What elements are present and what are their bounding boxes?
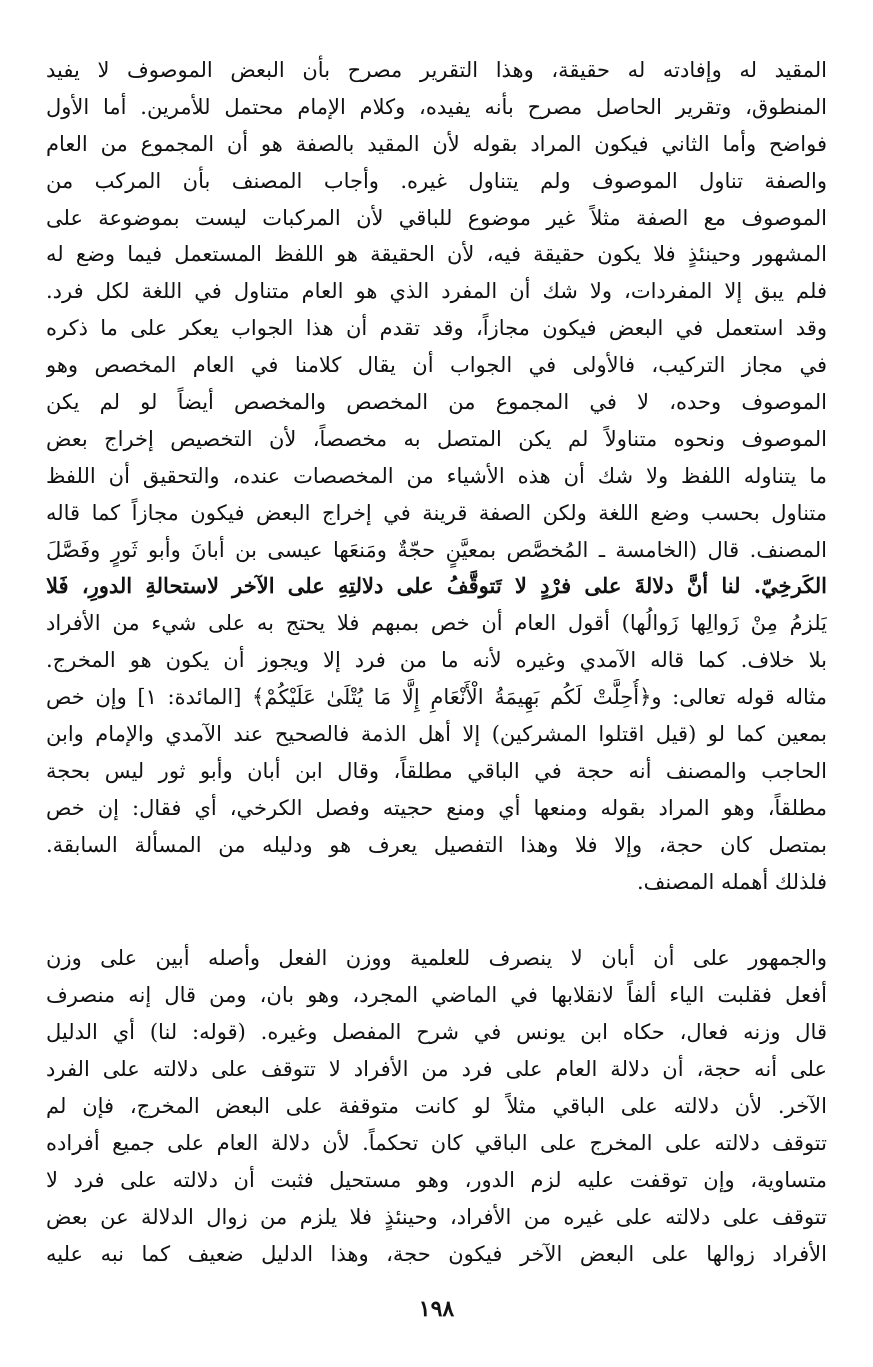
text-line: الحاجب والمصنف أنه حجة في الباقي مطلقاً، وقال ابن أبان وأبو ثور ليس بحجة — [46, 758, 827, 783]
text-line: والصفة تناول الموصوف ولم يتناول غيره. وأجاب المصنف بأن المركب من — [46, 168, 827, 193]
text-line: على أنه حجة، أن دلالة العام على فرد من الأفراد لا تتوقف على دلالته على الفرد — [46, 1057, 827, 1082]
text-line: والجمهور على أن أبان لا ينصرف للعلمية ووزن الفعل وأصله أبين على وزن — [46, 946, 827, 971]
text-line: قال وزنه فعال، حكاه ابن يونس في شرح المفصل وغيره. (قوله: لنا) أي الدليل — [46, 1020, 827, 1045]
text-line: وقد استعمل في البعض فيكون مجازاً، وقد تقدم أن هذا الجواب يعكر على ما ذكره — [46, 316, 827, 341]
text-line: بمعين كما لو (قيل اقتلوا المشركين) إلا أهل الذمة فالصحيح عند الآمدي والإمام وابن — [46, 722, 827, 747]
paragraph-gap — [46, 900, 827, 940]
text-line: الموصوف مع الصفة مثلاً غير موضوع للباقي لأن المركبات ليست بموضوعة على — [46, 205, 827, 230]
text-line: المنطوق، وتقرير الحاصل مصرح بأنه يفيده، وكلام الإمام محتمل للأمرين. أما الأول — [46, 94, 827, 119]
text-line: فلم يبق إلا المفردات، ولا شك أن المفرد الذي هو العام متناول في اللغة لكل فرد. — [46, 279, 827, 304]
page-number: ١٩٨ — [418, 1296, 455, 1322]
text-line: مثاله قوله تعالى: و﴿أُحِلَّتْ لَكُم بَهِيمَةُ الْأَنْعَامِ إِلَّا مَا يُتْلَىٰ عَلَيْكُمْ﴾ [المائدة: ١] وإن خص — [46, 685, 827, 710]
text-line: يَلزمُ مِنْ زَوالِها زَوالُها) أقول العام أن خص بمبهم فلا يحتج به على شيء من الأفراد — [46, 611, 827, 636]
text-line: الموصوف وحده، لا في المجموع من المخصص والمخصص أيضاً لو لم يكن — [46, 390, 827, 415]
text-line: مطلقاً، وهو المراد بقوله ومنعها أي ومنع حجيته وفصل الكرخي، أي فقال: إن خص — [46, 795, 827, 820]
text-line: فلذلك أهمله المصنف. — [636, 869, 827, 894]
paragraph-commentary — [46, 940, 827, 1272]
text-line: المشهور وحينئذٍ فلا يكون حقيقة فيه، لأن الحقيقة هو اللفظ المستعمل فيما وضع له — [46, 242, 827, 267]
text-line: المقيد له وإفادته له حقيقة، وهذا التقرير مصرح بأن البعض الموصوف لا يفيد — [46, 58, 827, 82]
text-line: متساوية، وإن توقفت عليه لزم الدور، وهو مستحيل فثبت أن دلالته على فرد لا — [46, 1167, 827, 1192]
text-line: أفعل فقلبت الياء ألفاً لانقلابها في الماضي المجرد، وهو بان، ومن قال إنه منصرف — [46, 983, 827, 1008]
text-line: المصنف. قال (الخامسة ـ المُخصَّص بمعيَّنٍ حجّةٌ ومَنعَها عيسى بن أبانَ وأبو ثَورٍ وفَصَّلَ — [46, 537, 827, 562]
text-line: تتوقف دلالته على المخرج على الباقي كان تحكماً. لأن دلالة العام على جميع أفراده — [46, 1130, 827, 1155]
paragraph-main — [46, 52, 827, 900]
text-line: تتوقف على دلالته على غيره من الأفراد، وحينئذٍ فلا يلزم من زوال الدلالة عن بعض — [46, 1204, 827, 1229]
text-line: فواضح وأما الثاني فيكون المراد بقوله لأن المقيد بالصفة هو أن المجموع من العام — [46, 131, 827, 156]
text-line: متناول بحسب وضع اللغة ولكن الصفة قرينة في إخراج البعض فيكون مجازاً كما قاله — [46, 500, 827, 525]
text-line: الموصوف ونحوه متناولاً لم يكن المتصل به مخصصاً، لأن التخصيص إخراج بعض — [46, 426, 827, 451]
text-line: بمتصل كان حجة، وإلا فلا وهذا التفصيل يعرف هو ودليله من المسألة السابقة. — [46, 832, 827, 857]
text-line: الكَرخِيّ. لنا أنَّ دلالةَ على فرْدٍ لا تَتوقَّفُ على دلالتِهِ على الآخر لاستحالةِ الدورِ، فَلا — [46, 573, 827, 599]
text-line: الأفراد زوالها على البعض الآخر فيكون حجة، وهذا الدليل ضعيف كما نبه عليه — [46, 1241, 827, 1266]
text-line: الآخر. لأن دلالته على الباقي مثلاً لو كانت متوقفة على البعض المخرج، فإن لم — [46, 1094, 827, 1119]
text-line: في مجاز التركيب، فالأولى في الجواب أن يقال كلامنا في العام المخصص وهو — [46, 353, 827, 378]
text-line: بلا خلاف. كما قاله الآمدي وغيره لأنه ما من فرد إلا ويجوز أن يكون هو المخرج. — [46, 648, 827, 673]
text-line: ما يتناوله اللفظ ولا شك أن هذه الأشياء من المخصصات عنده، والتحقيق أن اللفظ — [46, 463, 827, 488]
